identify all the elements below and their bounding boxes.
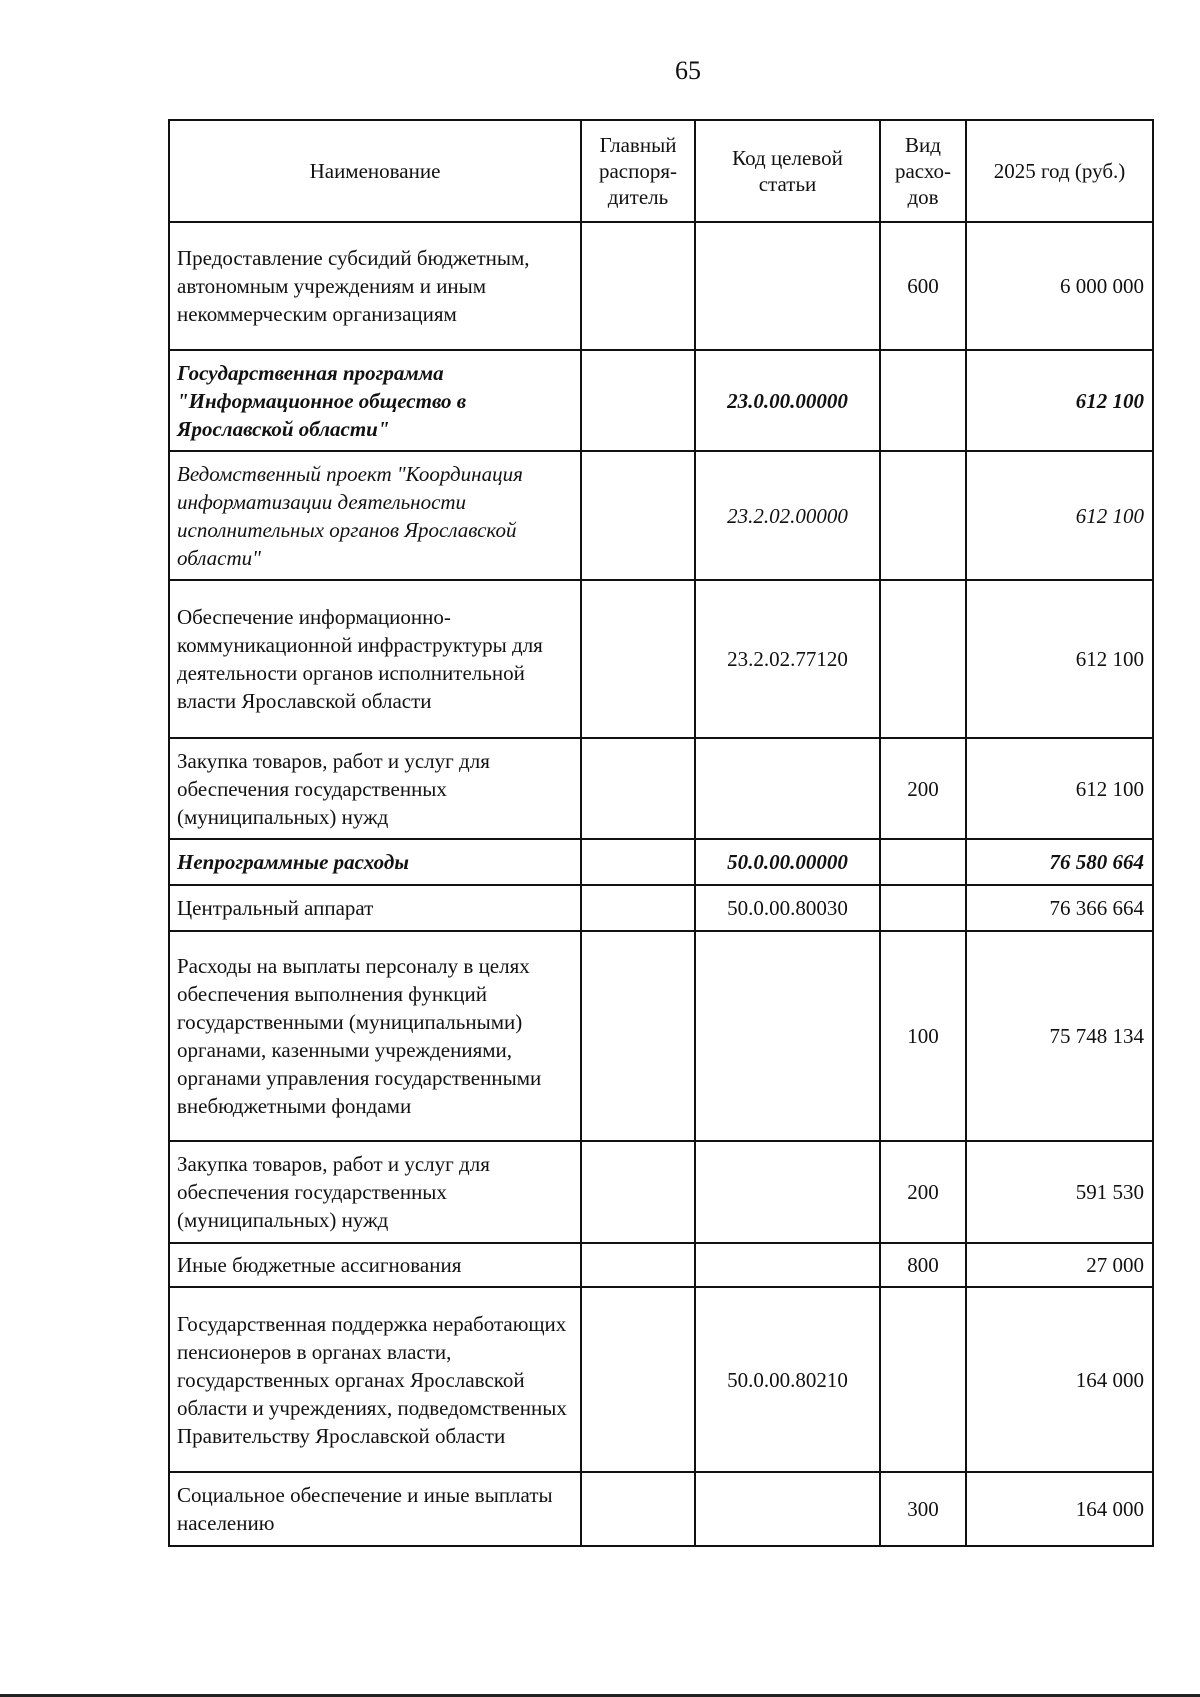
cell-code	[695, 738, 880, 839]
cell-admin	[581, 931, 695, 1141]
cell-sum: 591 530	[966, 1141, 1153, 1243]
cell-code: 50.0.00.00000	[695, 839, 880, 885]
cell-sum: 164 000	[966, 1472, 1153, 1546]
cell-type	[880, 350, 966, 451]
cell-type	[880, 885, 966, 931]
table-row	[169, 931, 1153, 1141]
cell-name: Иные бюджетные ассигнования	[169, 1243, 581, 1287]
cell-name: Обеспечение информационно-коммуникационной инфраструктуры для деятельности органов исполнительной власти Ярославской области	[169, 580, 581, 738]
table-row	[169, 885, 1153, 931]
cell-name: Расходы на выплаты персоналу в целях обеспечения выполнения функций государственными (муниципальными) органами, казенными учреждениями, органами управления государственными внебюджетными фондами	[169, 931, 581, 1141]
page-number: 65	[675, 56, 701, 85]
cell-code	[695, 1472, 880, 1546]
table-row	[169, 738, 1153, 839]
cell-name: Государственная программа "Информационное общество в Ярославской области"	[169, 350, 581, 451]
header-code: Код целевой статьи	[695, 120, 880, 222]
cell-type: 200	[880, 738, 966, 839]
cell-code	[695, 222, 880, 350]
cell-admin	[581, 222, 695, 350]
cell-admin	[581, 350, 695, 451]
cell-sum: 612 100	[966, 580, 1153, 738]
cell-code: 23.0.00.00000	[695, 350, 880, 451]
cell-sum: 76 366 664	[966, 885, 1153, 931]
cell-code: 50.0.00.80030	[695, 885, 880, 931]
cell-admin	[581, 839, 695, 885]
cell-sum: 164 000	[966, 1287, 1153, 1472]
cell-sum: 612 100	[966, 738, 1153, 839]
table-row	[169, 350, 1153, 451]
budget-table	[168, 119, 1154, 1547]
cell-type: 200	[880, 1141, 966, 1243]
cell-admin	[581, 1141, 695, 1243]
cell-sum: 612 100	[966, 350, 1153, 451]
cell-admin	[581, 738, 695, 839]
header-admin: Главный распоря- дитель	[581, 120, 695, 222]
cell-admin	[581, 1243, 695, 1287]
table-row	[169, 1141, 1153, 1243]
cell-type: 100	[880, 931, 966, 1141]
cell-type	[880, 839, 966, 885]
cell-type	[880, 451, 966, 580]
cell-admin	[581, 1287, 695, 1472]
table-row	[169, 1243, 1153, 1287]
table-row	[169, 222, 1153, 350]
cell-sum: 6 000 000	[966, 222, 1153, 350]
cell-name: Закупка товаров, работ и услуг для обеспечения государственных (муниципальных) нужд	[169, 738, 581, 839]
cell-sum: 612 100	[966, 451, 1153, 580]
cell-code: 23.2.02.77120	[695, 580, 880, 738]
cell-type: 800	[880, 1243, 966, 1287]
cell-name: Предоставление субсидий бюджетным, автономным учреждениям и иным некоммерческим организациям	[169, 222, 581, 350]
cell-code	[695, 1243, 880, 1287]
header-row	[169, 120, 1153, 222]
cell-code: 50.0.00.80210	[695, 1287, 880, 1472]
cell-name: Закупка товаров, работ и услуг для обеспечения государственных (муниципальных) нужд	[169, 1141, 581, 1243]
cell-admin	[581, 451, 695, 580]
cell-type	[880, 1287, 966, 1472]
cell-admin	[581, 580, 695, 738]
cell-admin	[581, 885, 695, 931]
table-row	[169, 1287, 1153, 1472]
cell-sum: 76 580 664	[966, 839, 1153, 885]
table-row	[169, 580, 1153, 738]
cell-type: 300	[880, 1472, 966, 1546]
cell-name: Государственная поддержка неработающих пенсионеров в органах власти, государственных органах Ярославской области и учреждениях, подведомственных Правительству Ярославской области	[169, 1287, 581, 1472]
table-row	[169, 451, 1153, 580]
cell-type	[880, 580, 966, 738]
cell-name: Социальное обеспечение и иные выплаты населению	[169, 1472, 581, 1546]
cell-name: Центральный аппарат	[169, 885, 581, 931]
header-name: Наименование	[169, 120, 581, 222]
header-type: Вид расхо- дов	[880, 120, 966, 222]
cell-admin	[581, 1472, 695, 1546]
header-sum: 2025 год (руб.)	[966, 120, 1153, 222]
cell-name: Непрограммные расходы	[169, 839, 581, 885]
cell-name: Ведомственный проект "Координация информатизации деятельности исполнительных органов Ярославской области"	[169, 451, 581, 580]
table-header	[169, 120, 1153, 222]
cell-sum: 75 748 134	[966, 931, 1153, 1141]
table-body	[169, 222, 1153, 1546]
cell-code	[695, 931, 880, 1141]
cell-sum: 27 000	[966, 1243, 1153, 1287]
table-row	[169, 1472, 1153, 1546]
cell-code: 23.2.02.00000	[695, 451, 880, 580]
cell-code	[695, 1141, 880, 1243]
cell-type: 600	[880, 222, 966, 350]
table-row	[169, 839, 1153, 885]
